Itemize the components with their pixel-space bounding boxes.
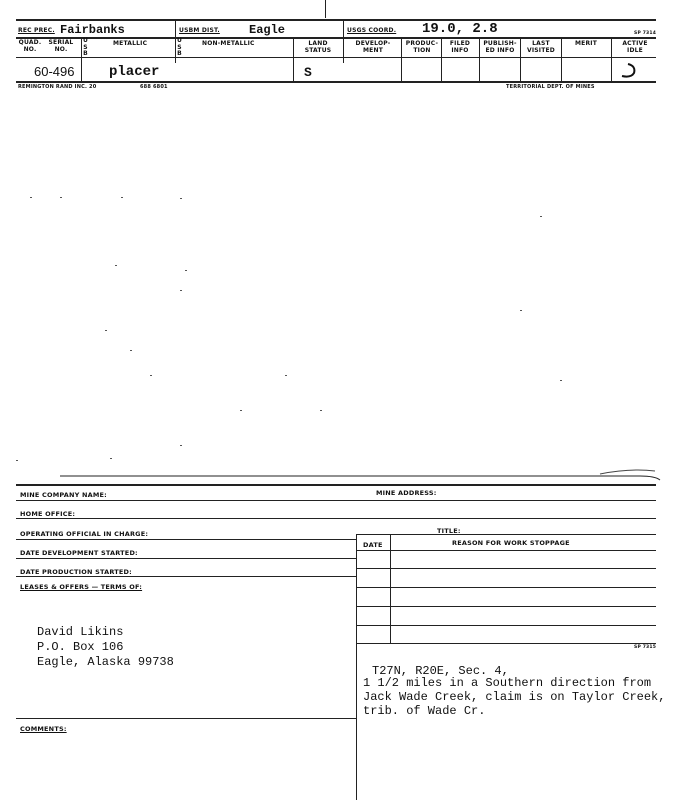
leases-label: LEASES & OFFERS — TERMS OF:: [20, 583, 143, 591]
printer-credit: REMINGTON RAND INC. 20: [18, 84, 97, 90]
col-land-status: LAND STATUS: [304, 40, 332, 54]
date-production-label: DATE PRODUCTION STARTED:: [20, 568, 132, 576]
form-code: SP 7314: [634, 31, 657, 36]
form-rule: [356, 534, 656, 535]
scan-speck: [240, 410, 242, 411]
col-divider: [611, 37, 612, 82]
form-rule: [356, 643, 656, 644]
col-published-info: PUBLISH-ED INFO: [483, 40, 517, 54]
scan-speck: [520, 310, 522, 311]
col-last-visited: LAST VISITED: [526, 40, 555, 54]
col-usb-metallic: U S B: [83, 37, 89, 57]
scan-speck: [180, 290, 182, 291]
title-label: TITLE:: [437, 527, 461, 535]
scan-speck: [115, 265, 117, 266]
scan-speck: [285, 375, 287, 376]
col-divider: [81, 37, 82, 82]
col-metallic: METALLIC: [113, 40, 148, 47]
col-serial-no: SERIAL NO.: [48, 39, 74, 53]
rec-prec-value: Fairbanks: [60, 23, 125, 37]
lessee-city: Eagle, Alaska 99738: [37, 655, 174, 669]
rec-prec-label: REC PREC.: [18, 27, 55, 34]
comments-label: COMMENTS:: [20, 725, 67, 733]
form-rule: [16, 539, 356, 540]
scan-speck: [30, 197, 32, 198]
columns-bottom-rule: [16, 57, 656, 58]
usgs-coord-label: USGS COORD.: [347, 27, 397, 34]
scan-speck: [150, 375, 152, 376]
scan-speck: [180, 198, 182, 199]
form-code-2: SP 7315: [634, 645, 657, 650]
handwritten-check-mark: [616, 60, 646, 80]
scan-speck: [185, 270, 187, 271]
scan-speck: [320, 410, 322, 411]
scan-speck: [16, 460, 18, 461]
location-line-1: T27N, R20E, Sec. 4,: [372, 664, 509, 678]
header-top-rule: [16, 19, 656, 21]
col-filed-info: FILED INFO: [449, 40, 471, 54]
form-rule: [16, 518, 656, 519]
date-column-divider: [390, 534, 391, 644]
col-production: PRODUC-TION: [405, 40, 439, 54]
col-divider: [561, 37, 562, 82]
location-line-3: Jack Wade Creek, claim is on Taylor Creek,: [363, 690, 666, 704]
home-office-label: HOME OFFICE:: [20, 510, 76, 518]
usbm-dist-value: Eagle: [249, 23, 286, 37]
reason-column-label: REASON FOR WORK STOPPAGE: [452, 539, 570, 547]
col-divider: [293, 37, 294, 82]
scan-speck: [560, 380, 562, 381]
form-rule: [16, 558, 356, 559]
form-rule: [356, 587, 656, 588]
date-column-label: DATE: [363, 541, 383, 549]
center-divider: [356, 534, 357, 800]
lessee-address: P.O. Box 106: [37, 640, 124, 654]
scan-speck: [105, 330, 107, 331]
form-rule: [16, 718, 356, 719]
mine-company-top-rule: [16, 484, 656, 486]
top-tick-mark: [325, 0, 326, 18]
location-line-4: trib. of Wade Cr.: [363, 704, 486, 718]
usbm-dist-label: USBM DIST.: [179, 27, 220, 34]
record-metallic: placer: [109, 64, 160, 80]
scan-speck: [121, 197, 123, 198]
col-non-metallic: NON-METALLIC: [202, 40, 255, 47]
date-development-label: DATE DEVELOPMENT STARTED:: [20, 549, 138, 557]
col-quad-no: QUAD. NO.: [18, 39, 42, 53]
record-bottom-rule: [16, 81, 656, 83]
form-rule: [356, 625, 656, 626]
col-usb-nonmetallic: U S B: [177, 37, 183, 57]
mine-address-label: MINE ADDRESS:: [376, 489, 437, 497]
record-land-status: S: [304, 65, 312, 80]
scan-speck: [130, 350, 132, 351]
form-rule: [356, 568, 656, 569]
usgs-coord-value: 19.0, 2.8: [422, 21, 498, 37]
form-rule: [16, 576, 356, 577]
mine-company-name-label: MINE COMPANY NAME:: [20, 491, 107, 499]
col-development: DEVELOP-MENT: [355, 40, 391, 54]
form-rule: [356, 550, 656, 551]
col-active-idle: ACTIVE IDLE: [622, 40, 648, 54]
form-rule: [356, 606, 656, 607]
scan-speck: [540, 216, 542, 217]
printer-numbers: 688 6801: [140, 84, 168, 90]
lessee-name: David Likins: [37, 625, 124, 639]
scan-speck: [60, 197, 62, 198]
col-merit: MERIT: [574, 40, 597, 47]
record-quad-serial: 60-496: [34, 64, 75, 79]
header-bottom-rule: [16, 37, 656, 39]
operating-official-label: OPERATING OFFICIAL IN CHARGE:: [20, 530, 149, 538]
department-credit: TERRITORIAL DEPT. OF MINES: [506, 84, 595, 90]
scan-speck: [180, 445, 182, 446]
location-line-2: 1 1/2 miles in a Southern direction from: [363, 676, 652, 690]
scan-speck: [110, 458, 112, 459]
form-rule: [16, 500, 656, 501]
